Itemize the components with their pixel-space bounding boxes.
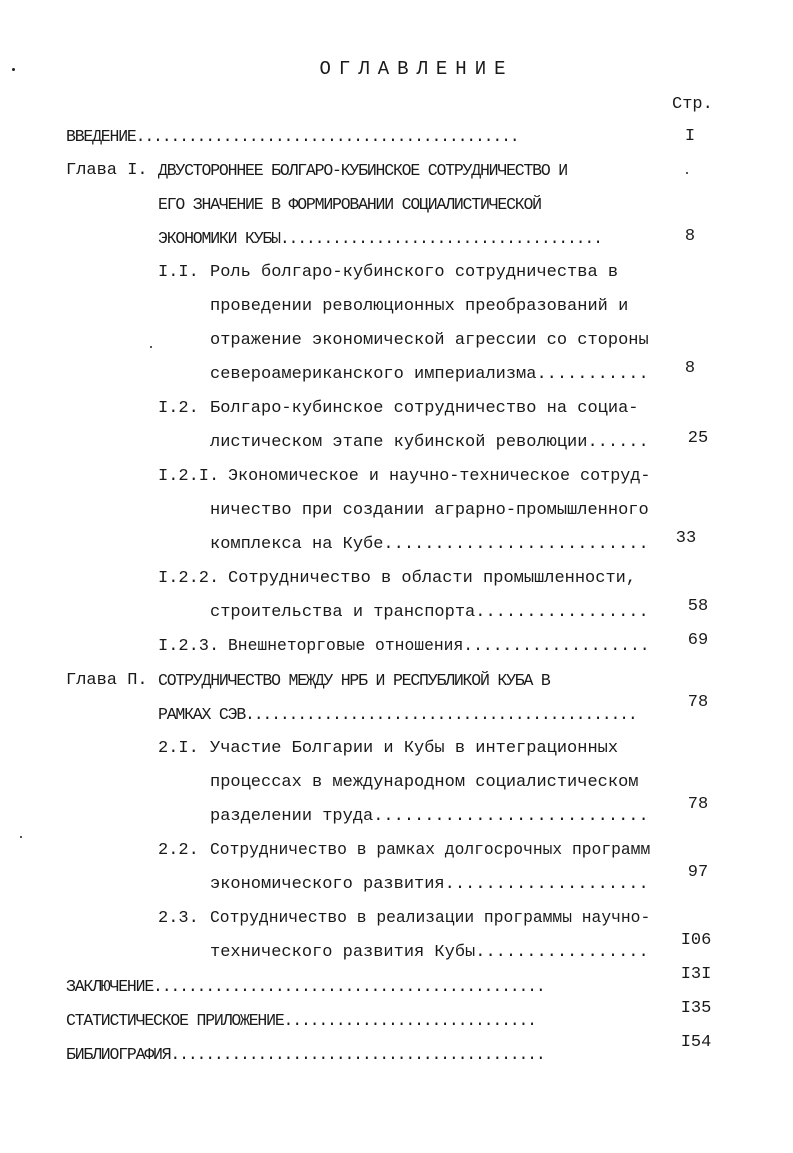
toc-subsection-prefix: I.2.3. bbox=[158, 637, 220, 656]
toc-section-title: проведении революционных преобразований и bbox=[210, 297, 629, 316]
toc-entry-conclusion: ЗАКЛЮЧЕНИЕ............................................. bbox=[66, 977, 545, 996]
toc-subsection-title: Экономическое и научно-техническое сотруд- bbox=[228, 467, 651, 486]
scan-speck bbox=[12, 68, 15, 71]
toc-page-number: 25 bbox=[687, 429, 709, 448]
toc-subsection-title: комплекса на Кубе.......................... bbox=[210, 535, 649, 554]
toc-section-prefix: I.I. bbox=[158, 263, 199, 282]
toc-page-number: I06 bbox=[680, 931, 712, 950]
toc-page-number: I35 bbox=[680, 999, 712, 1018]
toc-page-number: I3I bbox=[680, 965, 712, 984]
toc-section-title: отражение экономической агрессии со стороны bbox=[210, 331, 649, 350]
toc-subsection-title: Сотрудничество в области промышленности, bbox=[228, 569, 637, 588]
toc-section-title: экономического развития.................... bbox=[210, 875, 649, 894]
toc-page-number: 58 bbox=[687, 597, 709, 616]
toc-section-title: Роль болгаро-кубинского сотрудничества в bbox=[210, 263, 619, 282]
toc-page-number: I bbox=[684, 127, 696, 146]
toc-section-title: североамериканского империализма........... bbox=[210, 365, 649, 384]
toc-subsection-prefix: I.2.2. bbox=[158, 569, 220, 588]
toc-chapter-2-title: СОТРУДНИЧЕСТВО МЕЖДУ НРБ И РЕСПУБЛИКОЙ КУБА В bbox=[158, 671, 550, 690]
toc-section-title: Сотрудничество в рамках долгосрочных программ bbox=[210, 841, 651, 860]
toc-chapter-1-title: ЕГО ЗНАЧЕНИЕ В ФОРМИРОВАНИИ СОЦИАЛИСТИЧЕСКОЙ bbox=[158, 195, 541, 214]
toc-page-number: I54 bbox=[680, 1033, 712, 1052]
toc-entry-introduction: ВВЕДЕНИЕ............................................ bbox=[66, 127, 519, 146]
toc-subsection-title: Внешнеторговые отношения................... bbox=[228, 637, 650, 656]
toc-section-title: Участие Болгарии и Кубы в интеграционных bbox=[210, 739, 619, 758]
page-title: ОГЛАВЛЕНИЕ bbox=[319, 58, 514, 80]
toc-page-number: 97 bbox=[687, 863, 709, 882]
toc-section-prefix: 2.3. bbox=[158, 909, 199, 928]
toc-section-title: Болгаро-кубинское сотрудничество на социа- bbox=[210, 399, 639, 418]
toc-section-title: листическом этапе кубинской революции...... bbox=[210, 433, 649, 452]
toc-chapter-2-prefix: Глава П. bbox=[66, 671, 148, 690]
toc-subsection-prefix: I.2.I. bbox=[158, 467, 220, 486]
toc-page-number: 78 bbox=[687, 795, 709, 814]
scan-speck bbox=[686, 172, 688, 174]
toc-section-prefix: 2.2. bbox=[158, 841, 199, 860]
toc-section-title: разделении труда........................... bbox=[210, 807, 649, 826]
toc-chapter-2-title: РАМКАХ СЭВ............................................. bbox=[158, 705, 637, 724]
toc-page-number: 78 bbox=[687, 693, 709, 712]
toc-page-number: 8 bbox=[684, 227, 696, 246]
toc-section-title: процессах в международном социалистическом bbox=[210, 773, 639, 792]
toc-section-title: Сотрудничество в реализации программы научно- bbox=[210, 909, 651, 928]
page-column-label: Стр. bbox=[672, 95, 713, 114]
toc-subsection-title: строительства и транспорта................. bbox=[210, 603, 649, 622]
scan-speck bbox=[150, 346, 152, 348]
toc-page-number: 69 bbox=[687, 631, 709, 650]
toc-page-number: 8 bbox=[684, 359, 696, 378]
toc-entry-bibliography: БИБЛИОГРАФИЯ........................................... bbox=[66, 1045, 545, 1064]
toc-chapter-1-title: ЭКОНОМИКИ КУБЫ..................................... bbox=[158, 229, 602, 248]
toc-entry-appendix: СТАТИСТИЧЕСКОЕ ПРИЛОЖЕНИЕ............................. bbox=[66, 1011, 536, 1030]
scan-speck bbox=[20, 836, 22, 838]
toc-chapter-1-title: ДВУСТОРОННЕЕ БОЛГАРО-КУБИНСКОЕ СОТРУДНИЧЕСТВО И bbox=[158, 161, 567, 180]
toc-section-prefix: I.2. bbox=[158, 399, 199, 418]
toc-chapter-1-prefix: Глава I. bbox=[66, 161, 148, 180]
toc-page-number: 33 bbox=[675, 529, 697, 548]
toc-section-prefix: 2.I. bbox=[158, 739, 199, 758]
toc-subsection-title: ничество при создании аграрно-промышленного bbox=[210, 501, 649, 520]
toc-section-title: технического развития Кубы................. bbox=[210, 943, 649, 962]
